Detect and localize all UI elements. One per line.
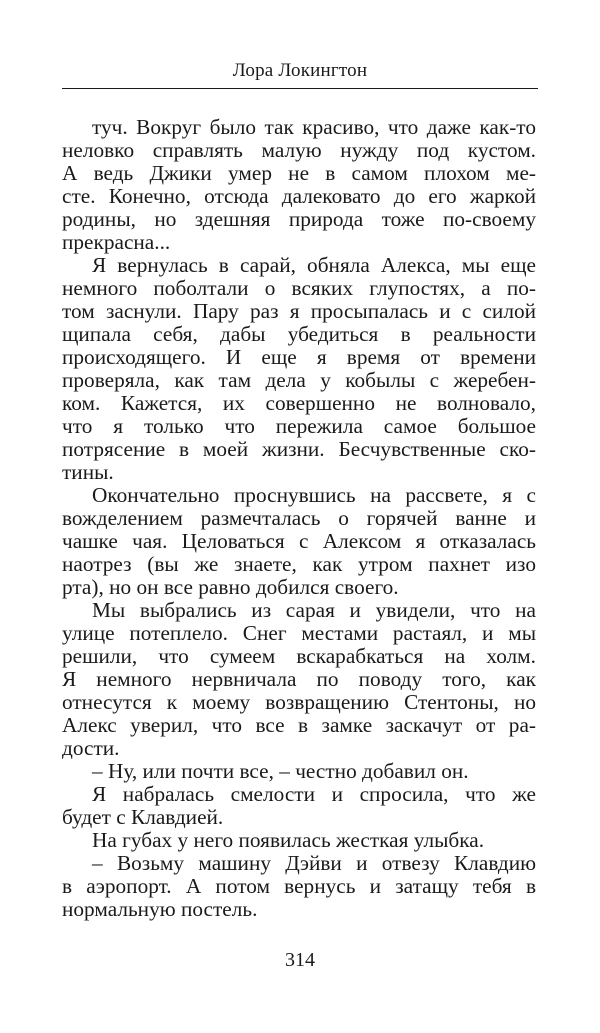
paragraph (62, 760, 536, 783)
text-line: Мы выбрались из сарая и увидели, что на (92, 599, 536, 622)
text-line: родины, но здешняя природа тоже по-своему (62, 208, 536, 231)
text-line: потрясение в моей жизни. Бесчувственные ско- (62, 438, 536, 461)
text-line: Окончательно проснувшись на рассвете, я с (92, 484, 536, 507)
text-line: проверяла, как там дела у кобылы с жеребен- (62, 369, 536, 392)
paragraph (62, 254, 536, 484)
text-line: – Возьму машину Дэйви и отвезу Клавдию (92, 852, 536, 875)
text-line: вожделением размечталась о горячей ванне и (62, 507, 536, 530)
text-line: будет с Клавдией. (62, 806, 224, 829)
text-line: рта), но он все равно добился своего. (62, 576, 399, 599)
paragraph (62, 599, 536, 760)
text-line: дости. (62, 737, 120, 760)
text-line: сте. Конечно, отсюда далековато до его жаркой (62, 185, 536, 208)
text-line: неловко справлять малую нужду под кустом. (62, 139, 536, 162)
text-line: немного поболтали о всяких глупостях, а по- (62, 277, 536, 300)
text-line: прекрасна... (62, 231, 171, 254)
paragraph (62, 852, 536, 921)
text-line: На губах у него появилась жесткая улыбка. (92, 829, 485, 852)
running-head: Лора Локингтон (232, 60, 368, 81)
text-line: происходящего. И еще я время от времени (62, 346, 536, 369)
text-line: решили, что сумеем вскарабкаться на холм. (62, 645, 536, 668)
text-line: Я набралась смелости и спросила, что же (92, 783, 536, 806)
text-line: что я только что пережила самое большое (62, 415, 536, 438)
paragraph (62, 484, 536, 599)
text-line: туч. Вокруг было так красиво, что даже как-то (92, 116, 536, 139)
text-line: – Ну, или почти все, – честно добавил он. (92, 760, 469, 783)
text-line: чашке чая. Целоваться с Алексом я отказалась (62, 530, 536, 553)
header-rule (62, 88, 538, 89)
text-line: Я немного нервничала по поводу того, как (62, 668, 536, 691)
paragraph (62, 829, 536, 852)
text-line: щипала себя, дабы убедиться в реальности (62, 323, 536, 346)
paragraph (62, 116, 536, 254)
text-line: Алекс уверил, что все в замке заскачут от ра- (62, 714, 536, 737)
text-line: улице потеплело. Снег местами растаял, и мы (62, 622, 536, 645)
text-line: тины. (62, 461, 114, 484)
paragraph (62, 783, 536, 829)
text-line: в аэропорт. А потом вернусь и затащу тебя в (62, 875, 536, 898)
page-number: 314 (285, 949, 315, 971)
text-line: Я вернулась в сарай, обняла Алекса, мы еще (92, 254, 536, 277)
text-line: нормальную постель. (62, 898, 258, 921)
text-line: отнесутся к моему возвращению Стентоны, но (62, 691, 536, 714)
text-line: том заснули. Пару раз я просыпалась и с силой (62, 300, 536, 323)
text-line: А ведь Джики умер не в самом плохом ме- (62, 162, 536, 185)
text-line: наотрез (вы же знаете, как утром пахнет изо (62, 553, 536, 576)
text-line: ком. Кажется, их совершенно не волновало, (62, 392, 536, 415)
body-text (62, 116, 536, 921)
